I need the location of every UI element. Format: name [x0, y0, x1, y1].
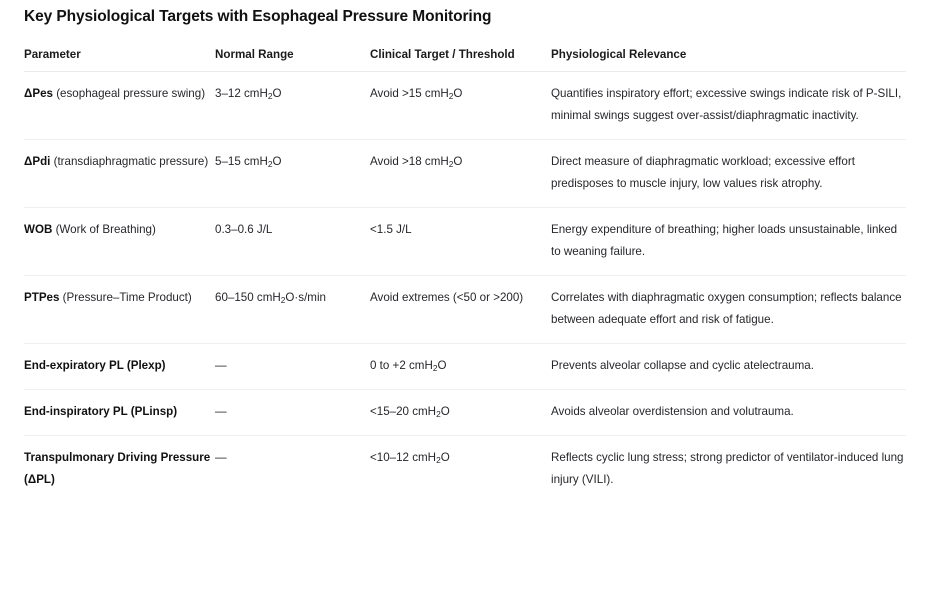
table-row	[24, 140, 906, 208]
cell-clinical-target: Avoid >18 cmH$_2$O	[370, 140, 551, 208]
cell-parameter	[24, 72, 215, 140]
cell-physiological-relevance: Avoids alveolar overdistension and volutrauma.	[551, 390, 906, 436]
page-title: Key Physiological Targets with Esophageal Pressure Monitoring	[24, 8, 492, 25]
cell-parameter	[24, 390, 215, 436]
table-row	[24, 72, 906, 140]
column-header-physiological-relevance: Physiological Relevance	[551, 47, 906, 72]
cell-normal-range: —	[215, 451, 227, 464]
cell-physiological-relevance: Energy expenditure of breathing; higher loads unsustainable, linked to weaning failure.	[551, 208, 906, 276]
parameter-name: ΔPdi	[24, 155, 51, 168]
column-header-parameter: Parameter	[24, 47, 215, 72]
cell-physiological-relevance: Direct measure of diaphragmatic workload; excessive effort predisposes to muscle injury, low values risk atrophy.	[551, 140, 906, 208]
cell-physiological-relevance: Correlates with diaphragmatic oxygen consumption; reflects balance between adequate effort and risk of fatigue.	[551, 276, 906, 344]
parameter-name: PTPes	[24, 291, 60, 304]
table-row	[24, 276, 906, 344]
table-row	[24, 208, 906, 276]
parameter-name: End-inspiratory PL (PLinsp)	[24, 405, 178, 418]
cell-parameter	[24, 436, 215, 504]
cell-normal-range: 0.3–0.6 J/L	[215, 208, 370, 276]
parameter-name: End-expiratory PL (Plexp)	[24, 359, 166, 372]
column-header-normal-range: Normal Range	[215, 47, 370, 72]
table-row	[24, 344, 906, 390]
cell-clinical-target: <15–20 cmH$_2$O	[370, 390, 551, 436]
column-header-clinical-target: Clinical Target / Threshold	[370, 47, 551, 72]
cell-clinical-target: Avoid extremes (<50 or >200)	[370, 276, 551, 344]
cell-normal-range: —	[215, 344, 370, 390]
cell-physiological-relevance: Prevents alveolar collapse and cyclic atelectrauma.	[551, 344, 906, 390]
cell-parameter	[24, 276, 215, 344]
parameter-description: (esophageal pressure swing)	[52, 87, 206, 100]
cell-parameter	[24, 208, 215, 276]
table-row	[24, 436, 906, 504]
cell-physiological-relevance: Reflects cyclic lung stress; strong predictor of ventilator-induced lung injury (VILI).	[551, 451, 904, 486]
cell-parameter	[24, 344, 215, 390]
cell-clinical-target: <1.5 J/L	[370, 208, 551, 276]
parameter-description: (Work of Breathing)	[52, 223, 156, 236]
cell-normal-range: 60–150 cmH$_2$O·s/min	[215, 276, 370, 344]
parameter-name: Transpulmonary Driving Pressure (ΔPL)	[24, 451, 211, 486]
cell-normal-range: 5–15 cmH$_2$O	[215, 140, 370, 208]
parameter-description: (Pressure–Time Product)	[59, 291, 192, 304]
cell-parameter	[24, 140, 215, 208]
table-body	[24, 72, 906, 504]
table-row	[24, 390, 906, 436]
table-header	[24, 47, 906, 72]
cell-normal-range: 3–12 cmH$_2$O	[215, 72, 370, 140]
parameter-description: (transdiaphragmatic pressure)	[50, 155, 209, 168]
table-header-row	[24, 47, 906, 72]
cell-clinical-target: Avoid >15 cmH$_2$O	[370, 72, 551, 140]
cell-normal-range: —	[215, 390, 370, 436]
physiological-targets-table	[24, 47, 906, 503]
parameter-name: ΔPes	[24, 87, 53, 100]
parameter-name: WOB	[24, 223, 53, 236]
cell-physiological-relevance: Quantifies inspiratory effort; excessive swings indicate risk of P-SILI, minimal swings suggest over-assist/diaphragmatic inactivity.	[551, 72, 906, 140]
cell-clinical-target: 0 to +2 cmH$_2$O	[370, 344, 551, 390]
cell-clinical-target: <10–12 cmH$_2$O	[370, 451, 450, 466]
